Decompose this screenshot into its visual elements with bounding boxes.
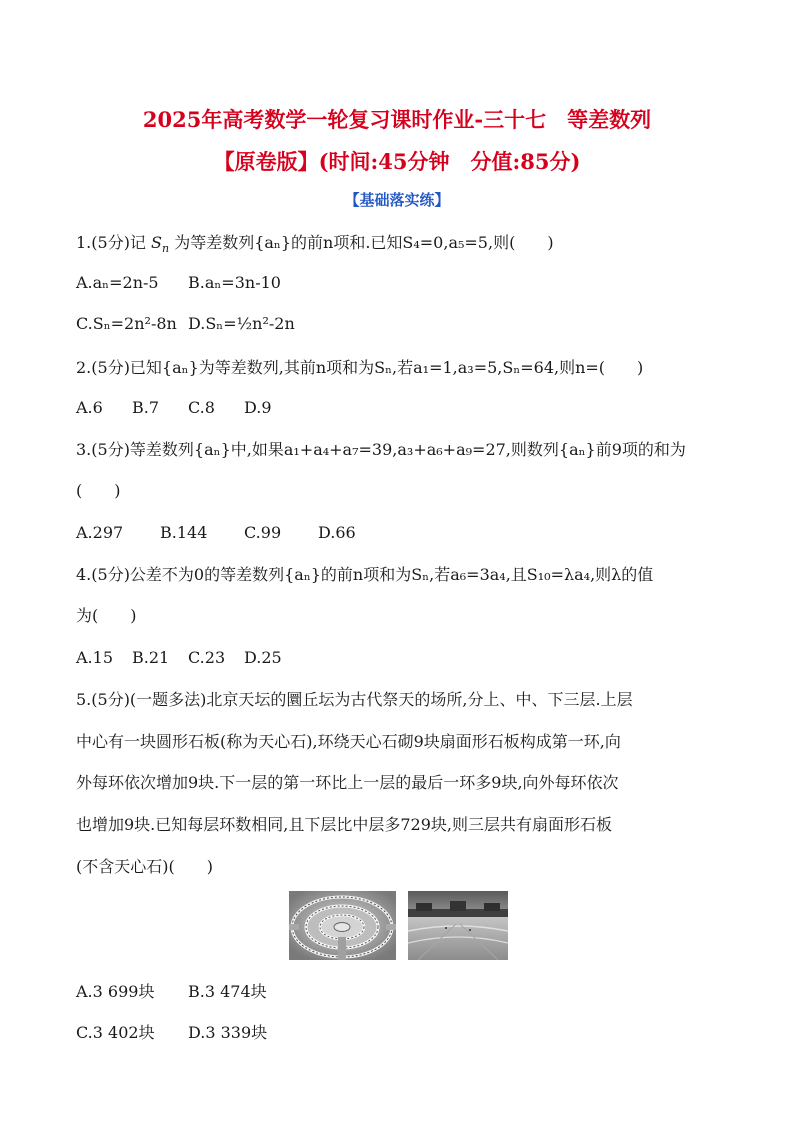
worksheet-subtitle: 【原卷版】(时间:45分钟 分值:85分) (213, 149, 581, 174)
question-5-option-b[interactable]: B.3 474块 (188, 982, 267, 1001)
question-1-option-d[interactable]: D.Sₙ=½n²-2n (188, 314, 295, 333)
question-2-stem: 2.(5分)已知{aₙ}为等差数列,其前n项和为Sₙ,若a₁=1,a₃=5,Sₙ=64,则n=( ) (76, 358, 644, 377)
question-1-stem (76, 232, 554, 260)
question-4-option-d[interactable]: D.25 (244, 648, 282, 667)
question-1-stem-text: 为等差数列{aₙ}的前n项和.已知S₄=0,a₅=5,则( ) (174, 233, 554, 252)
question-4-stem-line2: 为( ) (76, 606, 137, 625)
altar-ground-photo (408, 891, 508, 960)
question-5-option-c[interactable]: C.3 402块 (76, 1023, 155, 1042)
question-3-option-b[interactable]: B.144 (160, 523, 208, 542)
question-5-option-a[interactable]: A.3 699块 (76, 982, 155, 1001)
question-5-options-row1 (76, 981, 267, 1003)
question-1-option-c[interactable]: C.Sₙ=2n²-8n (76, 314, 177, 333)
question-2-option-a[interactable]: A.6 (76, 398, 103, 417)
question-4-stem-line1: 4.(5分)公差不为0的等差数列{aₙ}的前n项和为Sₙ,若a₆=3a₄,且S₁₀=λa₄,则λ的值 (76, 565, 654, 584)
question-1-symbol: $S_n$ (151, 233, 170, 256)
question-1-prefix: 1.(5分)记 (76, 233, 146, 252)
question-1-options-row2 (76, 313, 295, 335)
question-4-option-c[interactable]: C.23 (188, 648, 226, 667)
question-2-option-c[interactable]: C.8 (188, 398, 215, 417)
question-5-stem-line2: 中心有一块圆形石板(称为天心石),环绕天心石砌9块扇面形石板构成第一环,向 (76, 732, 621, 751)
question-4-option-b[interactable]: B.21 (132, 648, 170, 667)
question-5-stem-line1: 5.(5分)(一题多法)北京天坛的圜丘坛为古代祭天的场所,分上、中、下三层.上层 (76, 690, 633, 709)
question-2-option-b[interactable]: B.7 (132, 398, 160, 417)
question-5-stem-line3: 外每环依次增加9块.下一层的第一环比上一层的最后一环多9块,向外每环依次 (76, 773, 619, 792)
altar-aerial-photo (289, 891, 396, 960)
question-2-options (76, 397, 272, 419)
question-5-stem-line5: (不含天心石)( ) (76, 857, 213, 876)
question-5-option-d[interactable]: D.3 339块 (188, 1023, 268, 1042)
worksheet-title: 2025年高考数学一轮复习课时作业-三十七 等差数列 (142, 107, 652, 132)
question-5-options-row2 (76, 1022, 267, 1044)
question-4-option-a[interactable]: A.15 (76, 648, 113, 667)
section-label: 【基础落实练】 (344, 191, 450, 209)
question-5-stem-line4: 也增加9块.已知每层环数相同,且下层比中层多729块,则三层共有扇面形石板 (76, 815, 612, 834)
question-3-stem-line2: ( ) (76, 481, 121, 500)
question-1-option-a[interactable]: A.aₙ=2n-5 (76, 273, 159, 292)
question-3-option-a[interactable]: A.297 (76, 523, 124, 542)
question-3-stem-line1: 3.(5分)等差数列{aₙ}中,如果a₁+a₄+a₇=39,a₃+a₆+a₉=27,则数列{aₙ}前9项的和为 (76, 440, 686, 459)
question-3-options (76, 522, 356, 544)
question-4-options (76, 647, 282, 669)
question-1-option-b[interactable]: B.aₙ=3n-10 (188, 273, 281, 292)
question-3-option-c[interactable]: C.99 (244, 523, 282, 542)
question-1-options-row1 (76, 272, 281, 294)
question-2-option-d[interactable]: D.9 (244, 398, 272, 417)
question-3-option-d[interactable]: D.66 (318, 523, 356, 542)
